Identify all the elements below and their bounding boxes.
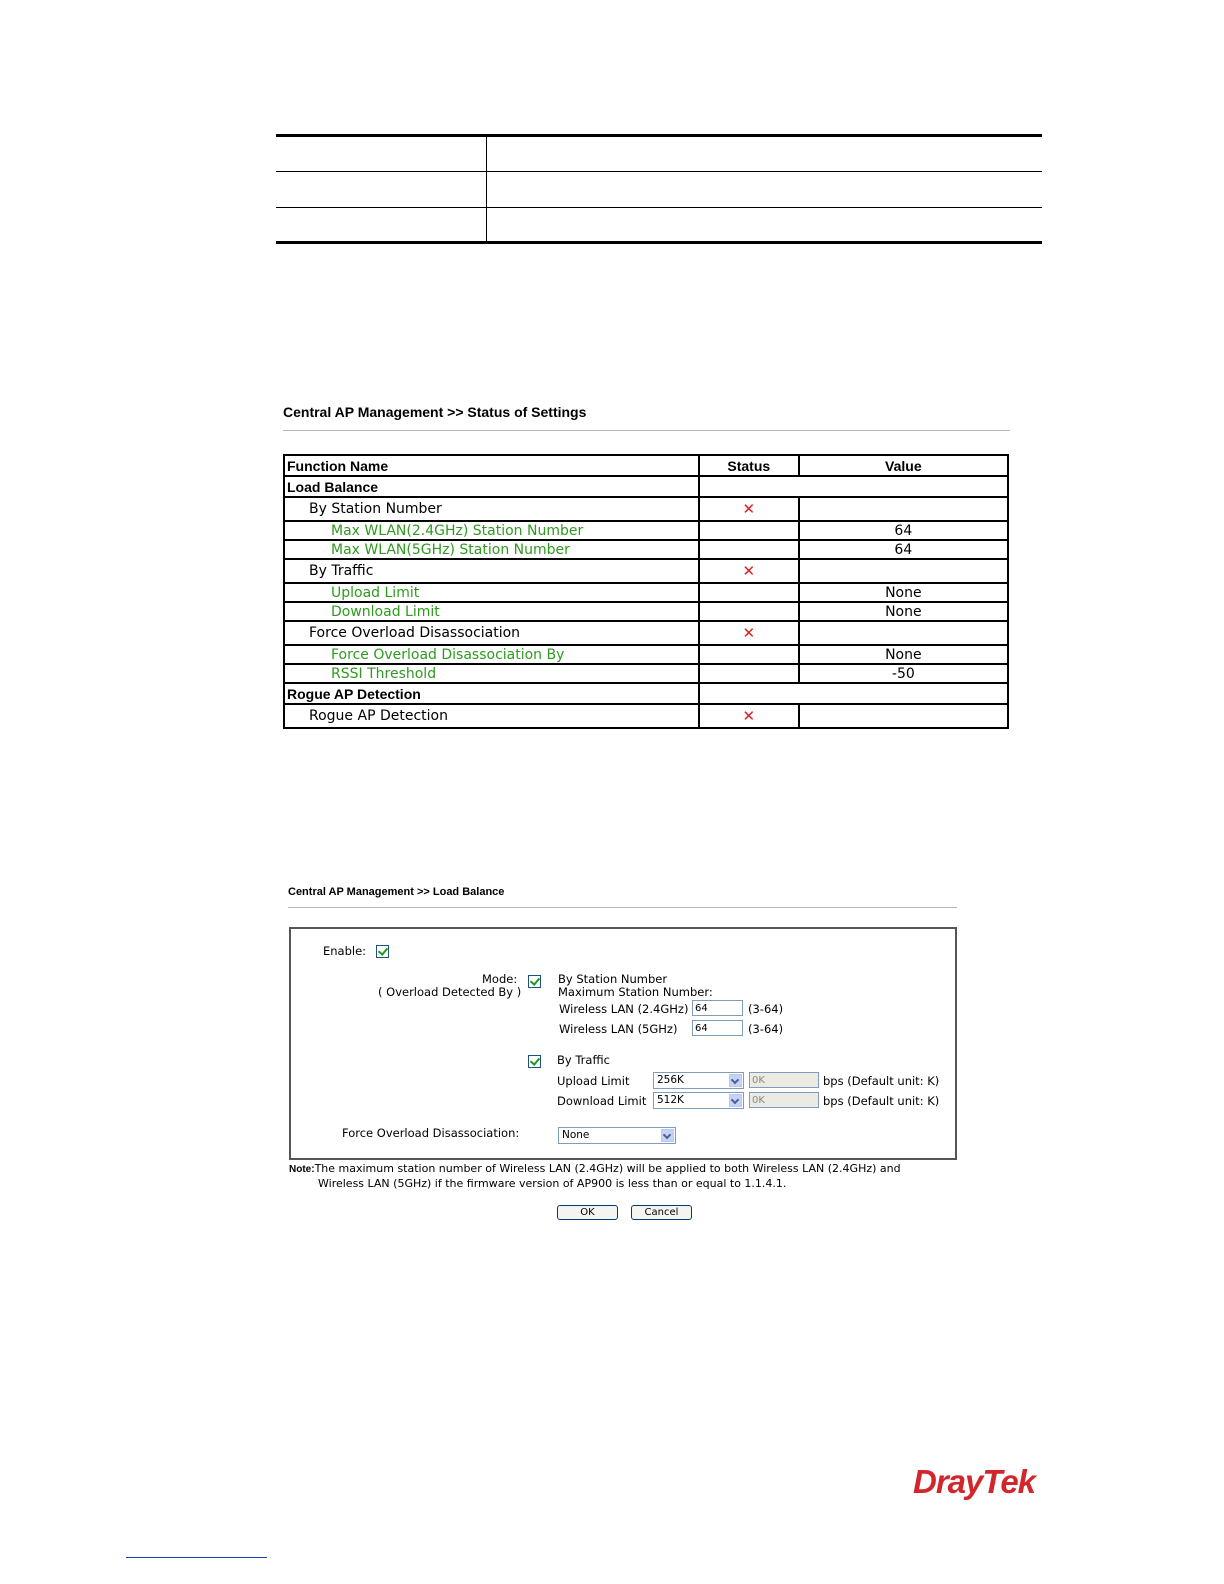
status-cell: [699, 559, 799, 583]
ok-button[interactable]: OK: [557, 1205, 618, 1220]
chevron-down-icon: [729, 1074, 742, 1087]
value-cell: [799, 497, 1008, 521]
table-header-row: [284, 455, 1008, 476]
load-balance-title: Central AP Management >> Load Balance: [288, 886, 505, 898]
header-value: Value: [799, 455, 1008, 476]
disabled-x-icon: ✕: [742, 624, 756, 642]
group-name-cell: Rogue AP Detection: [284, 683, 699, 704]
force-overload-value: None: [562, 1129, 590, 1141]
status-cell: [699, 704, 799, 728]
function-name-cell: Upload Limit: [284, 583, 699, 602]
table-row: [284, 476, 1008, 497]
wlan5-station-input[interactable]: [692, 1020, 743, 1036]
value-cell: 64: [799, 521, 1008, 540]
status-cell: [699, 497, 799, 521]
download-unit: bps (Default unit: K): [823, 1094, 940, 1108]
group-empty-cell: [699, 476, 1008, 497]
function-name-cell: By Station Number: [284, 497, 699, 521]
table-row: [284, 540, 1008, 559]
table-column-divider: [486, 137, 487, 241]
function-name-cell: RSSI Threshold: [284, 664, 699, 683]
by-station-checkbox[interactable]: [528, 975, 541, 988]
download-limit-value: 512K: [657, 1094, 684, 1106]
download-custom-input: [749, 1092, 819, 1108]
status-cell: [699, 602, 799, 621]
by-traffic-label: By Traffic: [557, 1053, 610, 1067]
download-limit-label: Download Limit: [557, 1094, 647, 1108]
wlan24-station-input[interactable]: [692, 1000, 743, 1016]
status-cell: [699, 645, 799, 664]
by-station-label: By Station Number: [558, 972, 668, 986]
function-name-cell: Max WLAN(2.4GHz) Station Number: [284, 521, 699, 540]
table-row: [284, 621, 1008, 645]
value-cell: None: [799, 645, 1008, 664]
force-overload-label: Force Overload Disassociation:: [342, 1126, 520, 1140]
group-name-cell: Load Balance: [284, 476, 699, 497]
status-cell: [699, 521, 799, 540]
function-name-cell: Force Overload Disassociation: [284, 621, 699, 645]
title-divider: [283, 430, 1010, 431]
wlan24-label: Wireless LAN (2.4GHz): [559, 1002, 689, 1016]
table-row: [284, 704, 1008, 728]
function-name-cell: Max WLAN(5GHz) Station Number: [284, 540, 699, 559]
value-cell: [799, 704, 1008, 728]
header-function-name: Function Name: [284, 455, 699, 476]
wlan24-range: (3-64): [748, 1002, 784, 1016]
enable-label: Enable:: [323, 944, 367, 958]
note-line-2: Wireless LAN (5GHz) if the firmware version of AP900 is less than or equal to 1.1.4.1.: [318, 1177, 787, 1190]
table-row: [284, 497, 1008, 521]
title-divider: [288, 907, 957, 908]
value-cell: [799, 559, 1008, 583]
table-row-divider: [276, 207, 1042, 208]
wlan5-label: Wireless LAN (5GHz): [559, 1022, 678, 1036]
header-status: Status: [699, 455, 799, 476]
value-cell: None: [799, 602, 1008, 621]
value-cell: -50: [799, 664, 1008, 683]
table-row: [284, 559, 1008, 583]
status-table: [283, 454, 1009, 729]
by-traffic-checkbox[interactable]: [528, 1055, 541, 1068]
wlan5-range: (3-64): [748, 1022, 784, 1036]
value-cell: 64: [799, 540, 1008, 559]
table-row: [284, 583, 1008, 602]
function-name-cell: By Traffic: [284, 559, 699, 583]
upload-limit-select[interactable]: [653, 1072, 744, 1089]
max-station-label: Maximum Station Number:: [558, 985, 713, 999]
chevron-down-icon: [661, 1129, 674, 1142]
value-cell: None: [799, 583, 1008, 602]
download-limit-select[interactable]: [653, 1092, 744, 1109]
status-page-title: Central AP Management >> Status of Settings: [283, 404, 587, 420]
enable-checkbox[interactable]: [376, 945, 389, 958]
status-cell: [699, 540, 799, 559]
status-cell: [699, 621, 799, 645]
mode-label: Mode:: [482, 972, 518, 986]
table-row-divider: [276, 171, 1042, 172]
mode-sublabel: ( Overload Detected By ): [378, 985, 522, 999]
table-row: [284, 521, 1008, 540]
group-empty-cell: [699, 683, 1008, 704]
table-row: [284, 645, 1008, 664]
note-text: [289, 1162, 901, 1191]
disabled-x-icon: ✕: [742, 707, 756, 725]
force-overload-select[interactable]: [558, 1127, 676, 1144]
note-line-1: The maximum station number of Wireless LAN (2.4GHz) will be applied to both Wireless LAN (2.4GHz) and: [314, 1162, 901, 1175]
upload-limit-value: 256K: [657, 1074, 684, 1086]
status-cell: [699, 583, 799, 602]
value-cell: [799, 621, 1008, 645]
disabled-x-icon: ✕: [742, 500, 756, 518]
upload-limit-label: Upload Limit: [557, 1074, 630, 1088]
upload-unit: bps (Default unit: K): [823, 1074, 940, 1088]
table-row: [284, 683, 1008, 704]
table-row: [284, 664, 1008, 683]
cancel-button[interactable]: Cancel: [631, 1205, 692, 1220]
function-name-cell: Rogue AP Detection: [284, 704, 699, 728]
chevron-down-icon: [729, 1094, 742, 1107]
note-label: Note:: [289, 1164, 315, 1175]
disabled-x-icon: ✕: [742, 562, 756, 580]
draytek-logo: DrayTek: [913, 1463, 1036, 1500]
upload-custom-input: [749, 1072, 819, 1088]
top-rule-table: [276, 134, 1042, 244]
status-cell: [699, 664, 799, 683]
function-name-cell: Force Overload Disassociation By: [284, 645, 699, 664]
function-name-cell: Download Limit: [284, 602, 699, 621]
table-row: [284, 602, 1008, 621]
footer-link-line: [126, 1557, 267, 1558]
